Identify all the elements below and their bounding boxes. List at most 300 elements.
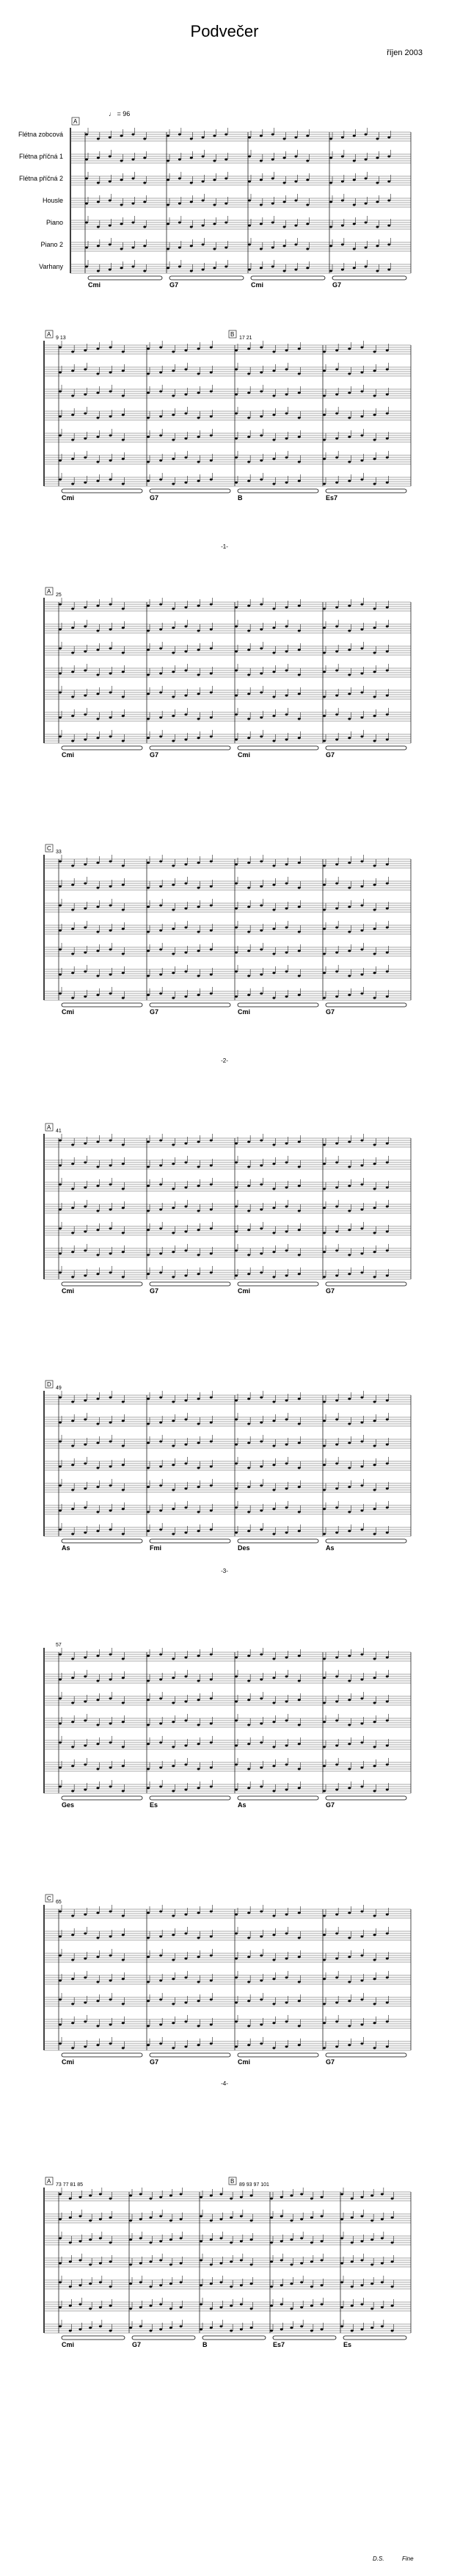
note-head: [285, 369, 288, 371]
note-head: [59, 1510, 62, 1512]
note-head: [386, 1977, 389, 1979]
note-head: [59, 1184, 62, 1186]
note-head: [197, 1530, 200, 1533]
note-head: [386, 626, 389, 628]
note-head: [360, 479, 363, 481]
note-head: [197, 2025, 200, 2027]
note-head: [109, 2242, 112, 2244]
organ-sustain: [62, 1282, 142, 1286]
note-head: [197, 1442, 200, 1444]
note-head: [59, 717, 62, 719]
note-head: [97, 157, 100, 159]
note-head: [373, 696, 376, 698]
note-head: [184, 1400, 187, 1402]
note-head: [323, 1746, 326, 1748]
note-head: [224, 178, 227, 180]
chord-symbol: Cmi: [62, 1287, 75, 1295]
note-head: [365, 203, 368, 205]
chord-symbol: Cmi: [62, 2058, 75, 2066]
note-head: [159, 2304, 162, 2306]
note-head: [109, 1272, 112, 1274]
note-head: [247, 1768, 250, 1770]
note-head: [360, 435, 363, 437]
chord-symbol: B: [202, 2341, 208, 2348]
note-head: [159, 2329, 162, 2331]
note-head: [272, 652, 275, 654]
note-head: [159, 1485, 162, 1487]
note-head: [285, 971, 288, 973]
note-head: [348, 1768, 351, 1770]
note-head: [298, 994, 301, 996]
note-head: [210, 1184, 213, 1186]
note-head: [298, 1254, 301, 1256]
note-head: [122, 972, 125, 974]
note-head: [360, 416, 363, 418]
note-head: [360, 1955, 363, 1957]
note-head: [149, 2330, 152, 2332]
note-head: [84, 1789, 87, 1791]
note-head: [172, 1420, 175, 1422]
note-head: [122, 370, 125, 372]
note-head: [197, 931, 200, 933]
note-head: [323, 351, 326, 353]
note-head: [272, 1420, 275, 1422]
note-head: [260, 179, 263, 181]
note-head: [235, 1488, 238, 1490]
note-head: [131, 134, 134, 136]
note-head: [71, 2003, 74, 2005]
note-head: [272, 483, 275, 485]
note-head: [84, 908, 87, 910]
note-head: [360, 1911, 363, 1913]
note-head: [285, 908, 288, 910]
note-head: [139, 2218, 142, 2221]
note-head: [323, 439, 326, 441]
note-head: [360, 1698, 363, 1700]
note-head: [109, 717, 112, 719]
note-head: [373, 652, 376, 654]
note-head: [247, 1787, 250, 1790]
note-head: [184, 1250, 187, 1252]
note-head: [272, 1144, 275, 1146]
note-head: [147, 2044, 150, 2047]
note-head: [323, 865, 326, 867]
note-head: [272, 1207, 275, 1209]
note-head: [235, 1206, 238, 1208]
note-head: [122, 1746, 125, 1748]
note-head: [235, 413, 238, 415]
note-head: [59, 629, 62, 631]
note-head: [353, 267, 356, 269]
chord-symbol: Cmi: [251, 281, 264, 289]
note-head: [79, 2260, 81, 2262]
note-head: [84, 927, 87, 929]
note-head: [323, 627, 326, 629]
note-head: [283, 270, 286, 272]
note-head: [285, 1419, 288, 1421]
note-head: [285, 996, 288, 998]
note-head: [219, 2193, 222, 2196]
note-head: [298, 1981, 301, 1983]
note-head: [360, 648, 363, 650]
note-head: [335, 1933, 338, 1935]
note-head: [280, 2329, 283, 2331]
note-head: [109, 629, 112, 631]
organ-sustain: [62, 1796, 142, 1800]
note-head: [285, 1789, 288, 1791]
note-head: [373, 1420, 376, 1422]
note-head: [360, 1786, 363, 1788]
note-head: [96, 1699, 99, 1701]
note-head: [260, 1999, 263, 2001]
note-head: [360, 604, 363, 606]
chord-symbol: As: [62, 1544, 70, 1552]
note-head: [71, 1934, 74, 1936]
note-head: [96, 2044, 99, 2047]
note-head: [89, 2264, 92, 2266]
note-head: [219, 2282, 222, 2284]
note-head: [69, 2305, 72, 2307]
note-head: [172, 1508, 175, 1510]
chord-symbol: G7: [326, 1801, 335, 1809]
note-head: [298, 1680, 301, 1682]
note-head: [147, 1210, 150, 1212]
note-head: [373, 1746, 376, 1748]
note-head: [96, 1680, 99, 1682]
note-head: [386, 438, 389, 440]
note-head: [373, 1533, 376, 1535]
ds-marking: D.S.: [373, 2555, 384, 2562]
note-head: [59, 1209, 62, 1211]
chord-symbol: Es7: [273, 2341, 285, 2348]
note-head: [172, 652, 175, 654]
note-head: [99, 2326, 102, 2328]
note-head: [387, 156, 390, 158]
note-head: [84, 1444, 87, 1446]
organ-sustain: [62, 2336, 125, 2340]
note-head: [159, 692, 162, 694]
organ-sustain: [326, 2053, 406, 2057]
note-head: [59, 2043, 62, 2045]
note-head: [285, 1745, 288, 1747]
note-head: [109, 137, 112, 139]
note-head: [285, 927, 288, 929]
note-head: [184, 1977, 187, 1979]
note-head: [99, 2307, 102, 2309]
note-head: [373, 1702, 376, 1704]
note-head: [143, 270, 146, 272]
note-head: [321, 2284, 324, 2287]
note-head: [360, 1767, 363, 1769]
note-head: [149, 2198, 152, 2200]
organ-sustain: [150, 489, 230, 493]
note-head: [386, 952, 389, 954]
note-head: [69, 2198, 72, 2200]
note-head: [348, 1743, 351, 1745]
organ-sustain: [238, 489, 318, 493]
note-head: [323, 740, 326, 742]
organ-sustain: [238, 1003, 318, 1007]
note-head: [122, 1915, 125, 1917]
note-head: [129, 2239, 132, 2241]
note-head: [360, 2284, 363, 2287]
note-head: [335, 394, 338, 396]
note-head: [285, 394, 288, 396]
note-head: [240, 2240, 243, 2243]
note-head: [348, 373, 351, 375]
note-head: [120, 248, 123, 250]
fine-marking: Fine: [402, 2555, 414, 2562]
note-head: [321, 2260, 324, 2262]
note-head: [59, 1698, 62, 1700]
note-head: [300, 2237, 303, 2240]
note-head: [260, 223, 263, 225]
chord-symbol: G7: [132, 2341, 142, 2348]
note-head: [147, 674, 150, 676]
note-head: [285, 438, 288, 440]
note-head: [300, 2326, 303, 2328]
note-head: [210, 2283, 213, 2285]
note-head: [172, 1251, 175, 1253]
note-head: [197, 994, 200, 996]
note-head: [172, 2047, 175, 2049]
note-head: [386, 883, 389, 885]
note-head: [147, 950, 150, 952]
note-head: [272, 1658, 275, 1660]
note-head: [373, 1721, 376, 1723]
note-head: [373, 483, 376, 485]
note-head: [294, 269, 297, 271]
note-head: [387, 200, 390, 202]
note-head: [122, 1420, 125, 1422]
note-head: [159, 1184, 162, 1186]
note-head: [84, 2021, 87, 2023]
note-head: [184, 369, 187, 371]
note-head: [122, 1445, 125, 1447]
note-head: [213, 179, 216, 181]
note-head: [147, 1273, 150, 1276]
note-head: [59, 1272, 62, 1274]
note-head: [96, 2025, 99, 2027]
note-head: [197, 693, 200, 695]
note-head: [348, 348, 351, 350]
note-head: [323, 1702, 326, 1704]
note-head: [147, 887, 150, 889]
note-head: [71, 1978, 74, 1980]
note-head: [321, 2240, 324, 2243]
note-head: [348, 975, 351, 977]
note-head: [213, 248, 216, 250]
note-head: [235, 2021, 238, 2023]
note-head: [270, 2198, 273, 2200]
note-head: [247, 373, 250, 375]
note-head: [167, 179, 169, 181]
note-head: [360, 1742, 363, 1744]
note-head: [348, 950, 351, 952]
note-head: [348, 906, 351, 908]
note-head: [340, 2307, 343, 2309]
note-head: [386, 1701, 389, 1703]
note-head: [59, 1911, 62, 1913]
note-head: [373, 1251, 376, 1253]
note-head: [260, 1228, 263, 1230]
note-head: [298, 1442, 301, 1444]
note-head: [71, 1702, 74, 1704]
note-head: [122, 2003, 125, 2005]
note-head: [109, 2024, 112, 2026]
note-head: [285, 2046, 288, 2048]
note-head: [260, 1654, 263, 1656]
note-head: [96, 2000, 99, 2002]
note-head: [298, 1530, 301, 1533]
note-head: [272, 715, 275, 717]
note-head: [139, 2326, 142, 2328]
note-head: [202, 225, 205, 227]
note-head: [159, 930, 162, 932]
note-head: [348, 1486, 351, 1488]
note-head: [109, 1980, 112, 1982]
note-head: [109, 1767, 112, 1769]
note-head: [360, 1485, 363, 1487]
note-head: [197, 348, 200, 350]
note-head: [247, 1912, 250, 1914]
note-head: [348, 605, 351, 607]
note-head: [147, 718, 150, 720]
note-head: [59, 930, 62, 932]
note-head: [85, 178, 88, 180]
note-head: [184, 714, 187, 716]
organ-sustain: [238, 1796, 318, 1800]
note-head: [210, 1253, 213, 1255]
note-head: [290, 2283, 293, 2285]
note-head: [59, 2024, 62, 2026]
note-head: [167, 160, 169, 162]
note-head: [122, 395, 125, 397]
note-head: [172, 1915, 175, 1917]
organ-sustain: [88, 276, 162, 280]
note-head: [360, 1529, 363, 1531]
note-head: [84, 1187, 87, 1189]
chord-symbol: As: [326, 1544, 335, 1552]
note-head: [370, 2239, 373, 2241]
note-head: [360, 2024, 363, 2026]
note-head: [235, 1914, 238, 1916]
note-head: [335, 2046, 338, 2048]
note-head: [353, 135, 356, 137]
organ-sustain: [150, 2053, 230, 2057]
note-head: [283, 201, 286, 203]
note-head: [122, 1533, 125, 1535]
note-head: [271, 266, 274, 268]
note-head: [391, 2305, 394, 2307]
note-head: [285, 952, 288, 954]
note-head: [71, 972, 74, 974]
note-head: [197, 436, 200, 438]
note-head: [59, 1980, 62, 1982]
organ-sustain: [238, 746, 318, 750]
note-head: [210, 648, 213, 650]
note-head: [323, 1188, 326, 1190]
note-head: [71, 2047, 74, 2049]
note-head: [131, 222, 134, 224]
note-head: [84, 739, 87, 741]
note-head: [197, 1486, 200, 1488]
note-head: [335, 1162, 338, 1164]
note-head: [172, 1464, 175, 1466]
note-head: [360, 2329, 363, 2331]
note-head: [147, 906, 150, 908]
note-head: [159, 736, 162, 738]
note-head: [122, 351, 125, 353]
note-head: [109, 1999, 112, 2001]
note-head: [250, 2308, 253, 2310]
note-head: [122, 458, 125, 460]
note-head: [210, 2308, 213, 2310]
note-head: [84, 1143, 87, 1145]
note-head: [381, 2326, 384, 2328]
note-head: [59, 1654, 62, 1656]
note-head: [365, 159, 368, 161]
note-head: [247, 1210, 250, 1212]
note-head: [335, 1764, 338, 1766]
note-head: [197, 1398, 200, 1400]
note-head: [230, 2198, 233, 2200]
note-head: [323, 715, 326, 717]
note-head: [323, 2003, 326, 2005]
note-head: [260, 629, 263, 631]
note-head: [122, 2022, 125, 2025]
note-head: [335, 626, 338, 628]
note-head: [109, 1422, 112, 1424]
note-head: [71, 1721, 74, 1723]
organ-sustain: [62, 2053, 142, 2057]
note-head: [272, 1445, 275, 1447]
note-head: [109, 391, 112, 393]
note-head: [202, 200, 205, 202]
note-head: [348, 1912, 351, 1914]
note-head: [184, 996, 187, 998]
note-head: [270, 2217, 273, 2219]
note-head: [348, 461, 351, 463]
note-head: [381, 2262, 384, 2265]
note-head: [59, 1723, 62, 1725]
chord-symbol: Ges: [62, 1801, 75, 1809]
note-head: [79, 2215, 81, 2218]
note-head: [184, 952, 187, 954]
rehearsal-mark: A: [73, 118, 78, 125]
note-head: [210, 717, 213, 719]
note-head: [122, 1144, 125, 1146]
note-head: [85, 203, 88, 205]
note-head: [149, 2305, 152, 2307]
note-head: [340, 2193, 343, 2196]
organ-sustain: [326, 489, 406, 493]
note-head: [167, 135, 169, 137]
note-head: [184, 1720, 187, 1722]
note-head: [247, 2000, 250, 2002]
note-head: [210, 1723, 213, 1725]
note-head: [323, 1464, 326, 1466]
note-head: [96, 1768, 99, 1770]
organ-sustain: [62, 1003, 142, 1007]
note-head: [323, 2047, 326, 2049]
measure-number: 73 77 81 85: [56, 2182, 83, 2188]
note-head: [272, 1978, 275, 1980]
note-head: [109, 1698, 112, 1700]
note-head: [348, 1166, 351, 1168]
note-head: [109, 156, 112, 158]
note-head: [386, 864, 389, 866]
